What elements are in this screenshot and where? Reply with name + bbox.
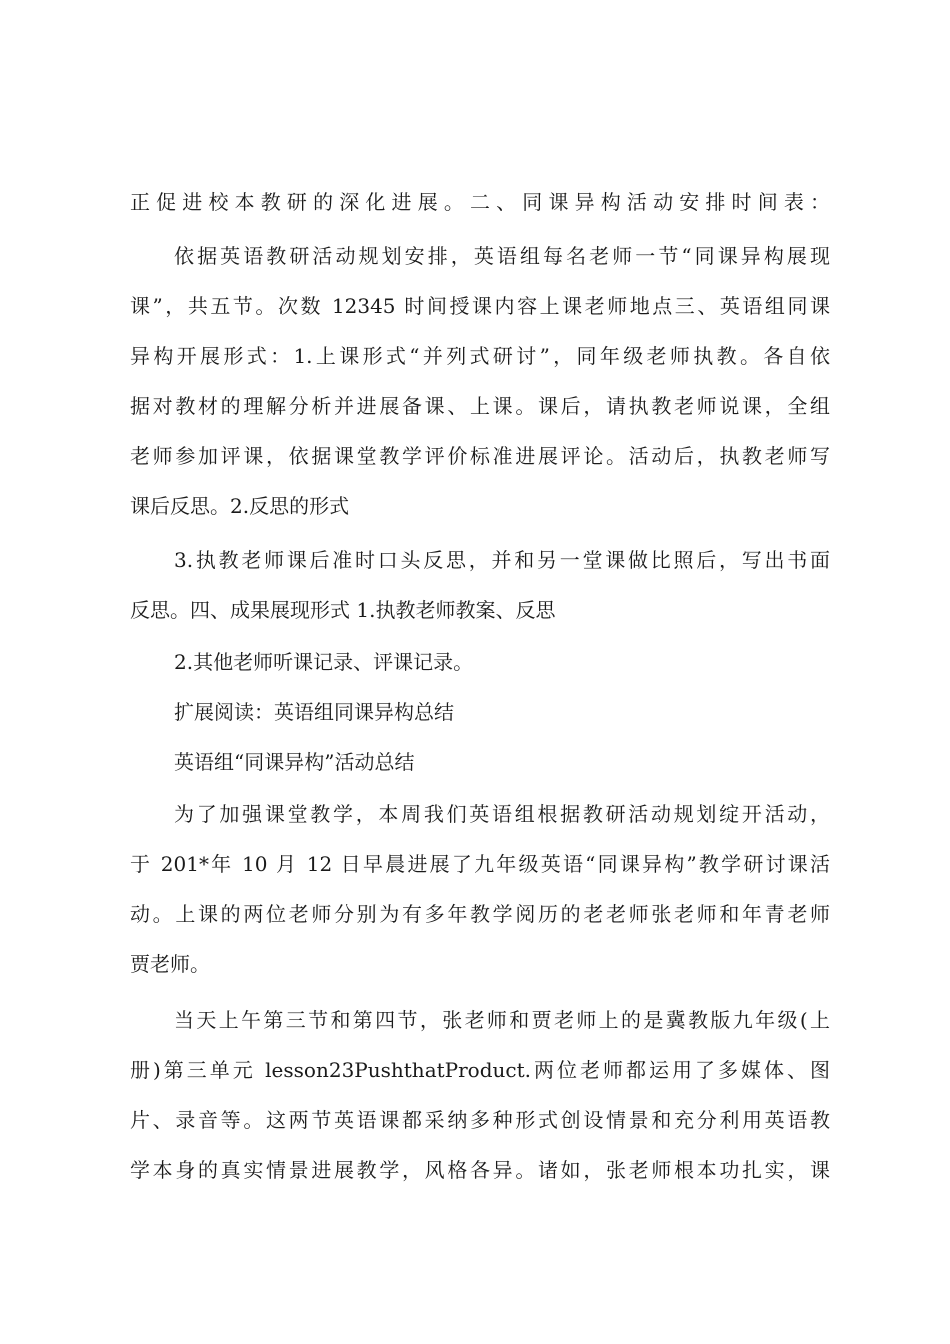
text-line-8: 3.执教老师课后准时口头反思，并和另一堂课做比照后，写出书面 <box>174 548 830 572</box>
text-line-15: 动。上课的两位老师分别为有多年教学阅历的老老师张老师和年青老师 <box>130 902 830 926</box>
text-line-13: 为了加强课堂教学，本周我们英语组根据教研活动规划绽开活动， <box>174 802 830 826</box>
text-line-4: 异构开展形式：1.上课形式“并列式研讨”，同年级老师执教。各自依 <box>130 344 830 368</box>
text-line-10: 2.其他老师听课记录、评课记录。 <box>174 650 474 674</box>
text-line-20: 学本身的真实情景进展教学，风格各异。诸如，张老师根本功扎实，课 <box>130 1158 830 1182</box>
text-line-11: 扩展阅读：英语组同课异构总结 <box>174 700 454 724</box>
text-line-16: 贾老师。 <box>130 952 210 976</box>
text-line-17: 当天上午第三节和第四节，张老师和贾老师上的是冀教版九年级(上 <box>174 1008 830 1032</box>
text-line-7: 课后反思。2.反思的形式 <box>130 494 350 518</box>
text-line-6: 老师参加评课，依据课堂教学评价标准进展评论。活动后，执教老师写 <box>130 444 830 468</box>
text-line-9: 反思。四、成果展现形式 1.执教老师教案、反思 <box>130 598 556 622</box>
text-line-2: 依据英语教研活动规划安排，英语组每名老师一节“同课异构展现 <box>174 244 830 268</box>
text-line-19: 片、录音等。这两节英语课都采纳多种形式创设情景和充分利用英语教 <box>130 1108 830 1132</box>
text-line-12: 英语组“同课异构”活动总结 <box>174 750 415 774</box>
text-line-18: 册)第三单元 lesson23PushthatProduct.两位老师都运用了多媒体、图 <box>130 1058 830 1082</box>
text-line-14: 于 201*年 10 月 12 日早晨进展了九年级英语“同课异构”教学研讨课活 <box>130 852 830 876</box>
text-line-3: 课”，共五节。次数 12345 时间授课内容上课老师地点三、英语组同课 <box>130 294 830 318</box>
text-line-5: 据对教材的理解分析并进展备课、上课。课后，请执教老师说课，全组 <box>130 394 830 418</box>
text-line-1: 正促进校本教研的深化进展。二、同课异构活动安排时间表： <box>130 190 830 214</box>
